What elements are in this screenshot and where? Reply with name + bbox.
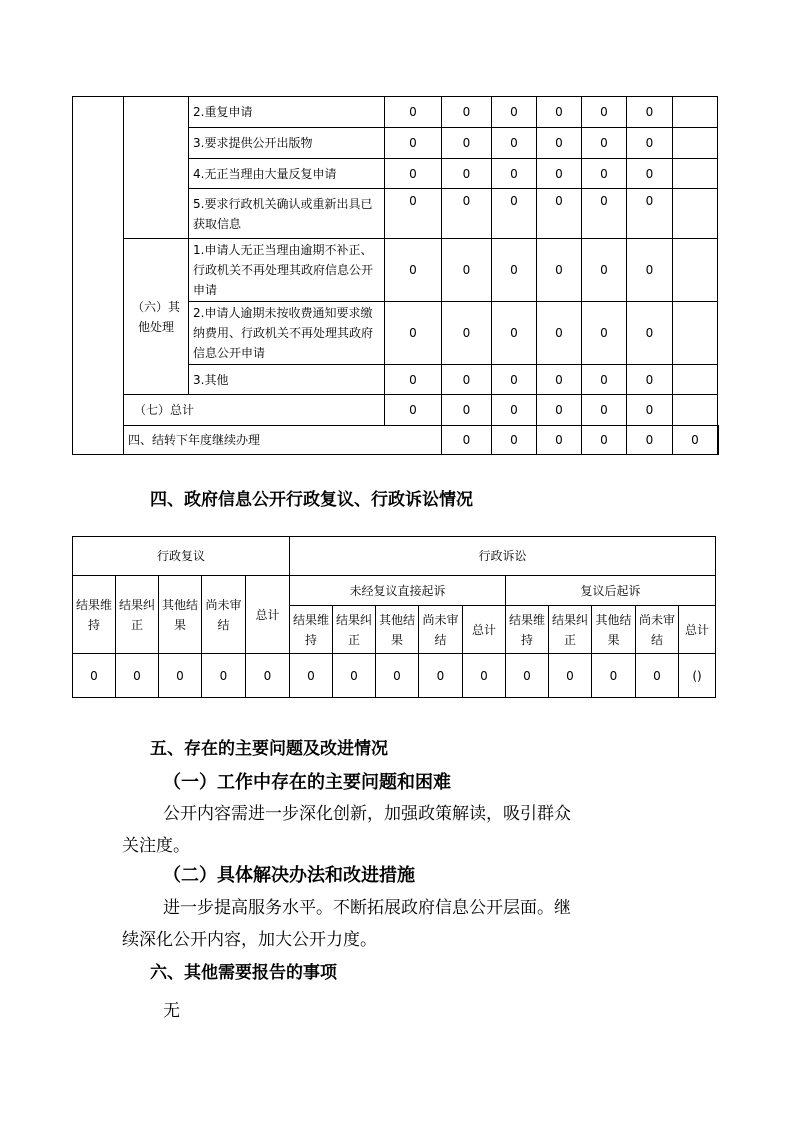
litigation-header: 行政诉讼 <box>290 537 716 576</box>
col-header: 结果维持 <box>73 576 116 654</box>
review-litigation-table <box>72 536 716 698</box>
paragraph: 进一步提高服务水平。不断拓展政府信息公开层面。继 <box>163 898 571 918</box>
paragraph: 关注度。 <box>122 836 190 856</box>
section-6-body: 无 <box>163 1001 180 1021</box>
row-label: 1.申请人无正当理由逾期不补正、行政机关不再处理其政府信息公开申请 <box>189 239 385 302</box>
col-header: 结果维持 <box>290 606 333 654</box>
col-header: 其他结果 <box>592 606 636 654</box>
col-header: 结果维持 <box>506 606 549 654</box>
direct-suit-header: 未经复议直接起诉 <box>290 576 506 606</box>
row-label: 5.要求行政机关确认或重新出具已获取信息 <box>189 189 385 239</box>
table-row: 四、结转下年度继续办理 0 0 0 0 0 0 <box>73 426 719 455</box>
table-row: 4.无正当理由大量反复申请 0 0 0 0 0 0 <box>73 159 719 189</box>
row-label: 3.其他 <box>189 365 385 395</box>
table-row: 5.要求行政机关确认或重新出具已获取信息 0 0 0 0 0 0 <box>73 189 719 239</box>
table-row: （六）其他处理 1.申请人无正当理由逾期不补正、行政机关不再处理其政府信息公开申请 0 0 0 0 0 0 <box>73 239 719 302</box>
after-review-header: 复议后起诉 <box>506 576 716 606</box>
paragraph: 公开内容需进一步深化创新，加强政策解读，吸引群众 <box>163 804 571 824</box>
table-row: （七）总计 0 0 0 0 0 0 <box>73 395 719 426</box>
col-header: 结果纠正 <box>549 606 592 654</box>
col-header: 总计 <box>246 576 290 654</box>
group-label: （六）其他处理 <box>124 239 189 395</box>
row-label: 2.申请人逾期未按收费通知要求缴纳费用、行政机关不再处理其政府信息公开申请 <box>189 302 385 365</box>
section-5-title: 五、存在的主要问题及改进情况 <box>150 739 388 759</box>
section-6-title: 六、其他需要报告的事项 <box>150 963 337 983</box>
row-label: 四、结转下年度继续办理 <box>124 426 442 455</box>
table-row: 3.要求提供公开出版物 0 0 0 0 0 0 <box>73 128 719 159</box>
row-label: 2.重复申请 <box>189 97 385 128</box>
table-row: 0 0 0 0 0 0 0 0 0 0 0 0 0 0 () <box>73 654 716 698</box>
col-header: 尚未审结 <box>419 606 463 654</box>
col-header: 结果纠正 <box>116 576 159 654</box>
paragraph: 续深化公开内容，加大公开力度。 <box>122 930 377 950</box>
col-header: 总计 <box>463 606 506 654</box>
col-header: 总计 <box>679 606 716 654</box>
table-row: 2.重复申请 0 0 0 0 0 0 <box>73 97 719 128</box>
row-label: 3.要求提供公开出版物 <box>189 128 385 159</box>
row-label: 4.无正当理由大量反复申请 <box>189 159 385 189</box>
stats-table <box>72 96 719 455</box>
col-header: 其他结果 <box>376 606 419 654</box>
row-label: （七）总计 <box>124 395 385 426</box>
subsection-title: （二）具体解决办法和改进措施 <box>163 865 415 886</box>
subsection-title: （一）工作中存在的主要问题和困难 <box>163 772 451 793</box>
col-header: 其他结果 <box>159 576 202 654</box>
table-row: 2.申请人逾期未按收费通知要求缴纳费用、行政机关不再处理其政府信息公开申请 0 0 0 0 0 0 <box>73 302 719 365</box>
review-header: 行政复议 <box>73 537 290 576</box>
col-header: 尚未审结 <box>202 576 246 654</box>
table-row: 3.其他 0 0 0 0 0 0 <box>73 365 719 395</box>
col-header: 尚未审结 <box>636 606 679 654</box>
col-header: 结果纠正 <box>333 606 376 654</box>
section-4-title: 四、政府信息公开行政复议、行政诉讼情况 <box>150 490 473 510</box>
